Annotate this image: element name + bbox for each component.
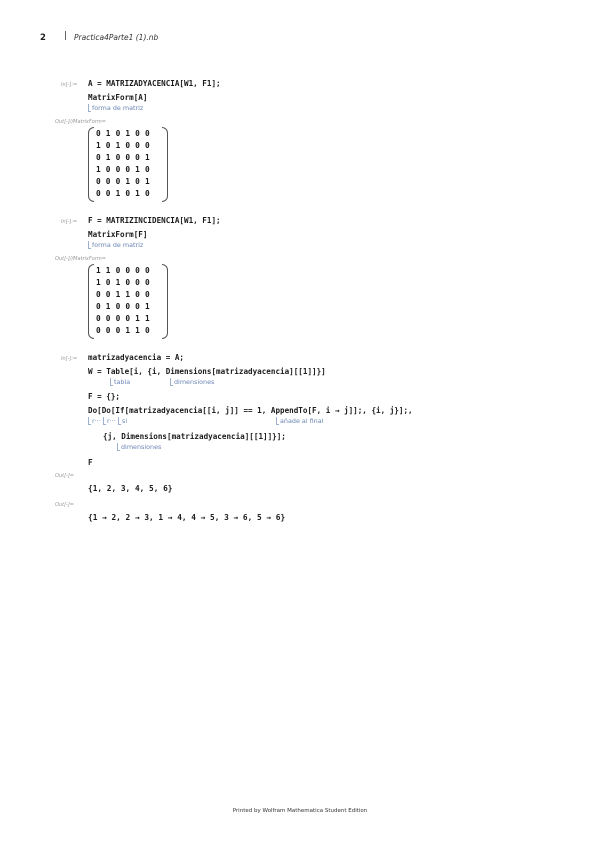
input-code-line[interactable]: F = {}; <box>88 392 121 401</box>
matrix-row: 0 0 0 1 1 0 <box>96 326 150 335</box>
input-label: In[-]:= <box>61 219 78 225</box>
function-hint: dimensiones <box>117 443 161 451</box>
output-value: {1 → 2, 2 → 3, 1 → 4, 4 → 5, 3 → 6, 5 → 6} <box>88 513 286 522</box>
input-code-line[interactable]: MatrixForm[F] <box>88 230 148 239</box>
page-number: 2 <box>40 33 46 43</box>
input-code-line[interactable]: matrizadyacencia = A; <box>88 353 185 362</box>
matrix-row: 0 0 1 1 0 0 <box>96 290 150 299</box>
left-bracket <box>88 127 94 202</box>
function-hint: r··· <box>103 417 116 425</box>
matrix-row: 1 1 0 0 0 0 <box>96 266 150 275</box>
header-separator: | <box>64 31 68 41</box>
function-hint: r··· <box>88 417 101 425</box>
function-hint: dimensiones <box>170 378 214 386</box>
matrix-row: 0 1 0 0 0 1 <box>96 153 150 162</box>
matrix-output-f <box>88 264 168 339</box>
input-code-line[interactable]: MatrixForm[A] <box>88 93 148 102</box>
input-code-line[interactable]: Do[Do[If[matrizadyacencia[[i, j]] == 1, AppendTo[F, i → j]];, {i, j}];, <box>88 406 413 415</box>
function-hint: tabla <box>110 378 130 386</box>
matrix-row: 1 0 0 0 1 0 <box>96 165 150 174</box>
right-bracket <box>162 127 168 202</box>
matrix-row: 0 1 0 0 0 1 <box>96 302 150 311</box>
output-label: Out[-]= <box>55 473 74 479</box>
footer-text: Printed by Wolfram Mathematica Student Edition <box>232 808 368 814</box>
input-code-line[interactable]: A = MATRIZADYACENCIA[W1, F1]; <box>88 79 221 88</box>
matrix-row: 0 0 0 0 1 1 <box>96 314 150 323</box>
input-code-line[interactable]: F = MATRIZINCIDENCIA[W1, F1]; <box>88 216 221 225</box>
matrix-row: 0 0 1 0 1 0 <box>96 189 150 198</box>
function-hint: añade al final <box>276 417 323 425</box>
output-label: Out[-]//MatrixForm= <box>55 256 106 262</box>
input-code-line[interactable]: W = Table[i, {i, Dimensions[matrizadyacencia][[1]]}] <box>88 367 326 376</box>
left-bracket <box>88 264 94 339</box>
input-code-line[interactable]: {j, Dimensions[matrizadyacencia][[1]]}]; <box>103 432 286 441</box>
matrix-output-a <box>88 127 168 202</box>
input-label: In[-]:= <box>61 356 78 362</box>
output-label: Out[-]= <box>55 502 74 508</box>
function-hint: forma de matriz <box>88 104 143 112</box>
matrix-row: 0 0 0 1 0 1 <box>96 177 150 186</box>
right-bracket <box>162 264 168 339</box>
function-hint: si <box>118 417 127 425</box>
output-label: Out[-]//MatrixForm= <box>55 119 106 125</box>
matrix-row: 0 1 0 1 0 0 <box>96 129 150 138</box>
matrix-row: 1 0 1 0 0 0 <box>96 141 150 150</box>
notebook-title: Practica4Parte1 (1).nb <box>74 33 159 42</box>
input-code-line[interactable]: F <box>88 458 93 467</box>
function-hint: forma de matriz <box>88 241 143 249</box>
matrix-row: 1 0 1 0 0 0 <box>96 278 150 287</box>
input-label: In[-]:= <box>61 82 78 88</box>
output-value: {1, 2, 3, 4, 5, 6} <box>88 484 173 493</box>
